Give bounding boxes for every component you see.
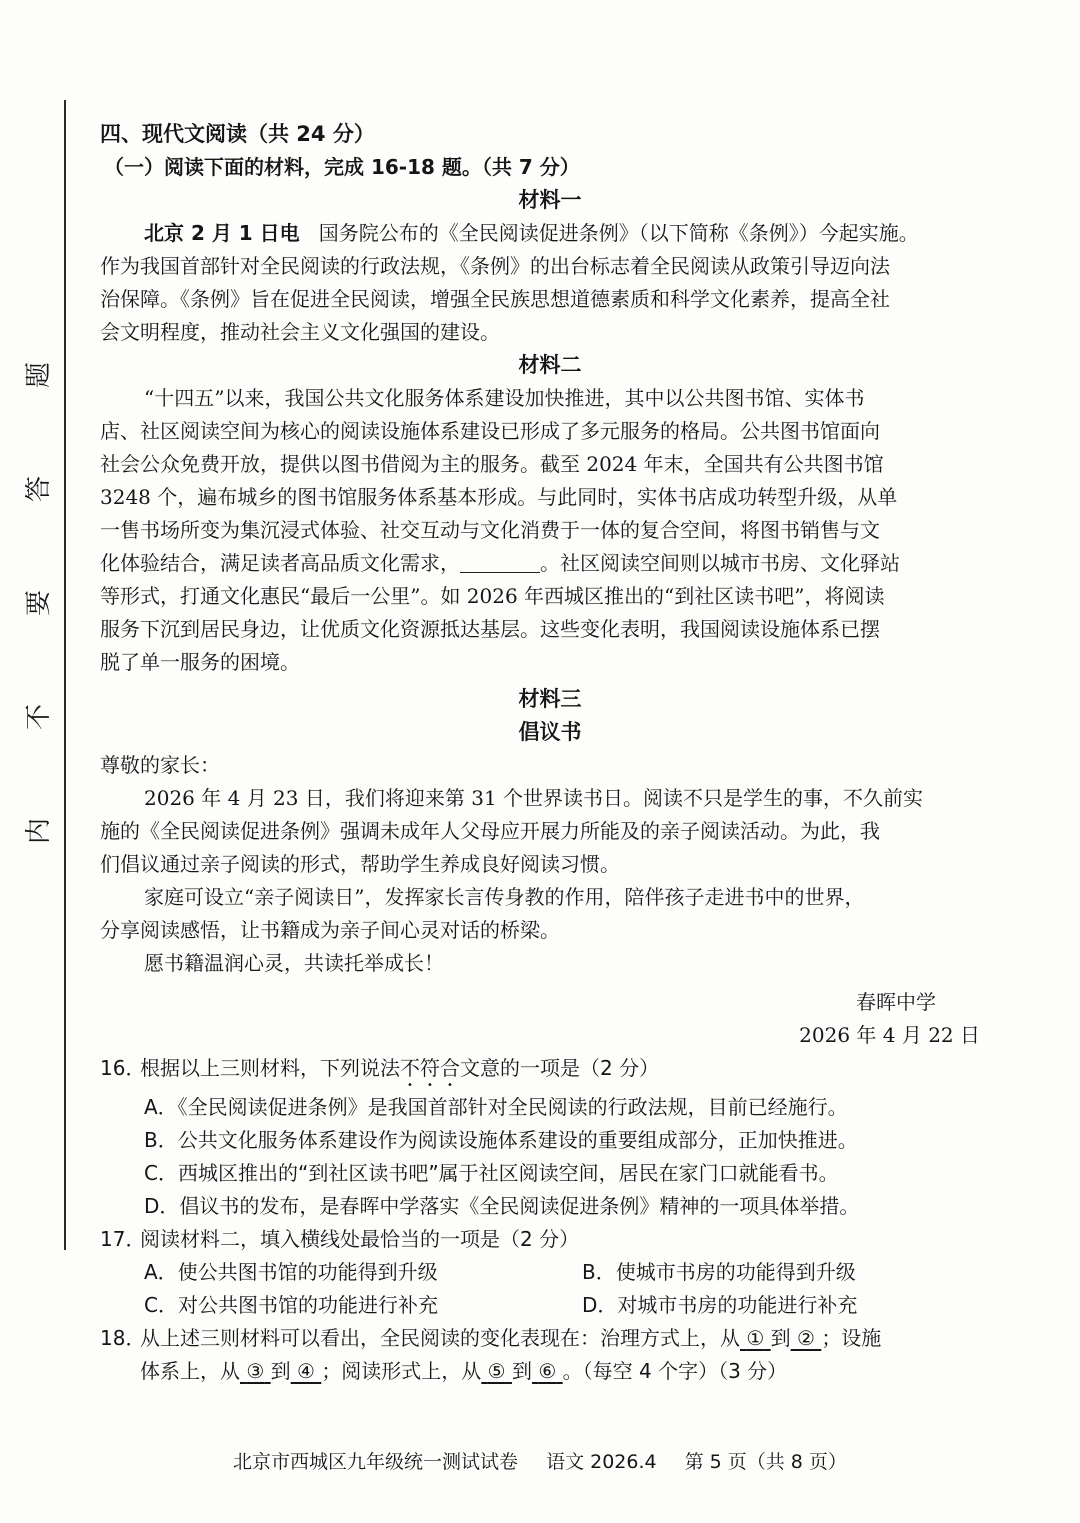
section-subtitle: （一）阅读下面的材料，完成 16-18 题。（共 7 分）	[104, 155, 580, 179]
question-stem: 。（每空 4 个字）（3 分）	[562, 1359, 788, 1383]
question-stem: 根据以上三则材料，下列说法	[140, 1056, 400, 1080]
material2-line: 脱了单一服务的困境。	[100, 650, 300, 674]
binding-line	[64, 100, 66, 1250]
q17-option-c[interactable]: C．对公共图书馆的功能进行补充	[144, 1293, 438, 1317]
answer-blank-5[interactable]: ⑤	[487, 1359, 506, 1383]
proposal-line: 们倡议通过亲子阅读的形式，帮助学生养成良好阅读习惯。	[100, 852, 620, 876]
question-stem: 到	[770, 1326, 791, 1350]
answer-blank-6[interactable]: ⑥	[538, 1359, 557, 1383]
binding-margin-note	[22, 360, 56, 846]
q16-option-c[interactable]: C．西城区推出的“到社区读书吧”属于社区阅读空间，居民在家门口就能看书。	[144, 1161, 839, 1185]
q17-option-d[interactable]: D．对城市书房的功能进行补充	[582, 1293, 858, 1317]
proposal-line: 愿书籍温润心灵，共读托举成长！	[144, 951, 444, 975]
q16-option-d[interactable]: D．倡议书的发布，是春晖中学落实《全民阅读促进条例》精神的一项具体举措。	[144, 1194, 860, 1218]
q17-option-a[interactable]: A．使公共图书馆的功能得到升级	[144, 1260, 438, 1284]
page-number: 第 5 页（共 8 页）	[684, 1451, 847, 1473]
material1-dateline: 北京 2 月 1 日电	[144, 221, 300, 245]
material2-title: 材料二	[518, 353, 582, 377]
question-stem: 文意的一项是（2 分）	[460, 1056, 660, 1080]
proposal-line: 2026 年 4 月 23 日，我们将迎来第 31 个世界读书日。阅读不只是学生的事，不久前实	[144, 786, 924, 810]
exam-content	[100, 118, 980, 1388]
proposal-line: 家庭可设立“亲子阅读日”，发挥家长言传身教的作用，陪伴孩子走进书中的世界，	[144, 885, 865, 909]
material1-text: 国务院公布的《全民阅读促进条例》（以下简称《条例》）今起实施。	[318, 221, 919, 245]
answer-blank-2[interactable]: ②	[797, 1326, 815, 1350]
fill-in-blank	[460, 552, 540, 573]
material1-title: 材料一	[518, 188, 582, 212]
material2-line: 服务下沉到居民身边，让优质文化资源抵达基层。这些变化表明，我国阅读设施体系已摆	[100, 617, 880, 641]
signature-school: 春晖中学	[856, 990, 936, 1014]
material2-text: 。社区阅读空间则以城市书房、文化驿站	[540, 551, 900, 575]
question-stem: ；阅读形式上，从	[321, 1359, 482, 1383]
question-17	[100, 1223, 980, 1256]
answer-blank-1[interactable]: ①	[746, 1326, 765, 1350]
material2-text: 化体验结合，满足读者高品质文化需求，	[100, 551, 460, 575]
material2-line: “十四五”以来，我国公共文化服务体系建设加快推进，其中以公共图书馆、实体书	[144, 386, 865, 410]
question-stem: 从上述三则材料可以看出，全民阅读的变化表现在：治理方式上，从	[140, 1326, 740, 1350]
q17-options-row	[100, 1256, 980, 1289]
material1-line: 作为我国首部针对全民阅读的行政法规，《条例》的出台标志着全民阅读从政策引导迈向法	[100, 254, 890, 278]
material2-blank-line	[100, 547, 980, 580]
question-stem: ；设施	[821, 1326, 882, 1350]
q16-option-b[interactable]: B．公共文化服务体系建设作为阅读设施体系建设的重要组成部分，正加快推进。	[144, 1128, 858, 1152]
q17-options-row	[100, 1289, 980, 1322]
material2-line: 一售书场所变为集沉浸式体验、社交互动与文化消费于一体的复合空间，将图书销售与文	[100, 518, 880, 542]
question-number: 18．	[100, 1326, 146, 1350]
material2-line: 3248 个，遍布城乡的图书馆服务体系基本形成。与此同时，实体书店成功转型升级，从单	[100, 485, 898, 509]
margin-char: 不	[23, 703, 54, 731]
answer-blank-4[interactable]: ④	[297, 1359, 315, 1383]
question-number: 16．	[100, 1056, 146, 1080]
signature-date: 2026 年 4 月 22 日	[799, 1023, 980, 1047]
question-stem: 到	[511, 1359, 532, 1383]
question-18	[100, 1322, 980, 1355]
exam-name: 北京市西城区九年级统一测试试卷	[233, 1451, 519, 1473]
margin-char: 内	[23, 817, 54, 845]
material3-title: 材料三	[518, 687, 582, 711]
q16-option-a[interactable]: A．《全民阅读促进条例》是我国首部针对全民阅读的行政法规，目前已经施行。	[144, 1095, 848, 1119]
margin-char: 题	[23, 361, 54, 389]
material2-line: 社会公众免费开放，提供以图书借阅为主的服务。截至 2024 年末，全国共有公共图书馆	[100, 452, 884, 476]
question-16	[100, 1052, 980, 1091]
material1-line: 治保障。《条例》旨在促进全民阅读，增强全民族思想道德素质和科学文化素养，提高全社	[100, 287, 890, 311]
question-stem: 到	[270, 1359, 291, 1383]
margin-char: 答	[23, 475, 54, 503]
material2-line: 店、社区阅读空间为核心的阅读设施体系建设已形成了多元服务的格局。公共图书馆面向	[100, 419, 880, 443]
proposal-title: 倡议书	[518, 720, 582, 744]
subject-label: 语文 2026.4	[546, 1451, 657, 1473]
question-stem: 体系上，从	[140, 1359, 240, 1383]
margin-char: 要	[23, 589, 54, 617]
emphasis-text: 不符合	[400, 1056, 460, 1080]
q17-option-b[interactable]: B．使城市书房的功能得到升级	[582, 1260, 856, 1284]
proposal-line: 施的《全民阅读促进条例》强调未成年人父母应开展力所能及的亲子阅读活动。为此，我	[100, 819, 880, 843]
answer-blank-3[interactable]: ③	[246, 1359, 265, 1383]
material1-line	[100, 217, 980, 250]
page-footer	[0, 1447, 1080, 1474]
question-number: 17．	[100, 1227, 146, 1251]
question-stem: 阅读材料二，填入横线处最恰当的一项是（2 分）	[140, 1227, 580, 1251]
material2-line: 等形式，打通文化惠民“最后一公里”。如 2026 年西城区推出的“到社区读书吧”，将阅读	[100, 584, 885, 608]
question-18-cont	[100, 1355, 980, 1388]
salutation: 尊敬的家长：	[100, 753, 220, 777]
material1-line: 会文明程度，推动社会主义文化强国的建设。	[100, 320, 500, 344]
section-title: 四、现代文阅读（共 24 分）	[100, 122, 375, 146]
proposal-line: 分享阅读感悟，让书籍成为亲子间心灵对话的桥梁。	[100, 918, 560, 942]
